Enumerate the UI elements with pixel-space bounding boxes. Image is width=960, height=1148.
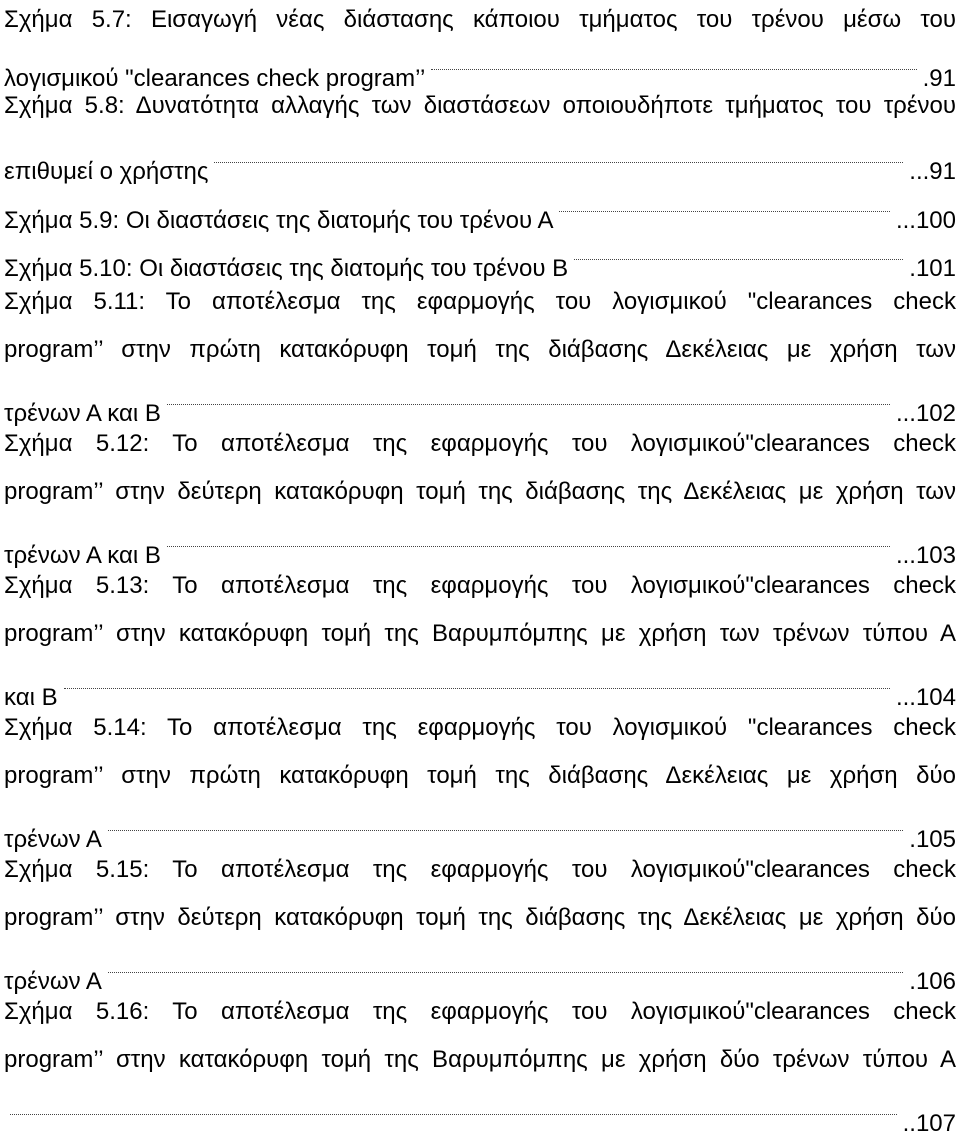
toc-entry-5-12-line-1: Σχήμα 5.12: Το αποτέλεσμα της εφαρμογής του λογισμικού"clearances check	[4, 430, 956, 457]
dot-leader	[64, 657, 890, 705]
toc-entry-5-15-line-3	[4, 941, 956, 995]
toc-entry-5-8-line-2	[4, 131, 956, 185]
toc-entry-text: τρένων Α	[4, 968, 102, 995]
toc-entry-5-13-line-1: Σχήμα 5.13: Το αποτέλεσμα της εφαρμογής του λογισμικού"clearances check	[4, 572, 956, 599]
dot-leader	[559, 180, 889, 228]
toc-entry-5-15-line-1: Σχήμα 5.15: Το αποτέλεσμα της εφαρμογής του λογισμικού"clearances check	[4, 856, 956, 883]
dot-leader	[431, 38, 916, 86]
toc-entry-text: Σχήμα 5.10: Οι διαστάσεις της διατομής του τρένου Β	[4, 255, 569, 282]
toc-entry-5-11-line-3	[4, 373, 956, 427]
toc-page-number: .105	[909, 826, 956, 853]
dot-leader	[108, 799, 903, 847]
toc-entry-5-12-line-3	[4, 515, 956, 569]
toc-entry-text: επιθυμεί ο χρήστης	[4, 158, 209, 185]
toc-entry-5-14-line-1: Σχήμα 5.14: Το αποτέλεσμα της εφαρμογής του λογισμικού "clearances check	[4, 714, 956, 741]
toc-page-number: .101	[909, 255, 956, 282]
toc-page-number: ..107	[902, 1110, 956, 1137]
toc-entry-5-13-line-3	[4, 657, 956, 711]
toc-entry-text: τρένων Α	[4, 826, 102, 853]
toc-entry-text: τρένων Α και Β	[4, 400, 161, 427]
toc-entry-5-12-line-2: program’’ στην δεύτερη κατακόρυφη τομή της διάβασης της Δεκέλειας με χρήση των	[4, 478, 956, 505]
toc-page-number: ...103	[895, 542, 956, 569]
toc-entry-5-7-line-1: Σχήμα 5.7: Εισαγωγή νέας διάστασης κάποιου τμήματος του τρένου μέσω του	[4, 6, 956, 33]
toc-page-number: .106	[909, 968, 956, 995]
toc-page-number: ...100	[895, 207, 956, 234]
toc-entry-text: Σχήμα 5.9: Οι διαστάσεις της διατομής του τρένου Α	[4, 207, 554, 234]
dot-leader	[167, 373, 890, 421]
dot-leader	[167, 515, 890, 563]
toc-page-number: .91	[922, 65, 956, 92]
toc-entry-text: και Β	[4, 684, 58, 711]
toc-page-number: ...104	[895, 684, 956, 711]
toc-entry-text: τρένων Α και Β	[4, 542, 161, 569]
dot-leader	[108, 941, 903, 989]
toc-entry-5-8-line-1: Σχήμα 5.8: Δυνατότητα αλλαγής των διαστάσεων οποιουδήποτε τμήματος του τρένου	[4, 92, 956, 119]
toc-entry-5-16-line-1: Σχήμα 5.16: Το αποτέλεσμα της εφαρμογής του λογισμικού"clearances check	[4, 998, 956, 1025]
toc-page-number: ...91	[909, 158, 956, 185]
toc-entry-5-7-line-2	[4, 38, 956, 92]
toc-entry-5-16-line-2: program’’ στην κατακόρυφη τομή της Βαρυμπόμπης με χρήση δύο τρένων τύπου Α	[4, 1046, 956, 1073]
toc-entry-text: λογισμικού "clearances check program’’	[4, 65, 426, 92]
dot-leader	[10, 1083, 897, 1131]
toc-entry-5-15-line-2: program’’ στην δεύτερη κατακόρυφη τομή της διάβασης της Δεκέλειας με χρήση δύο	[4, 904, 956, 931]
toc-entry-5-14-line-3	[4, 799, 956, 853]
dot-leader	[214, 131, 903, 179]
toc-entry-5-9-line-1	[4, 180, 956, 234]
toc-page-number: ...102	[895, 400, 956, 427]
toc-entry-5-16-line-3	[4, 1083, 956, 1137]
toc-entry-5-10-line-1	[4, 228, 956, 282]
dot-leader	[574, 228, 903, 276]
toc-entry-5-13-line-2: program’’ στην κατακόρυφη τομή της Βαρυμπόμπης με χρήση των τρένων τύπου Α	[4, 620, 956, 647]
toc-entry-5-11-line-1: Σχήμα 5.11: Το αποτέλεσμα της εφαρμογής του λογισμικού "clearances check	[4, 288, 956, 315]
toc-entry-5-14-line-2: program’’ στην πρώτη κατακόρυφη τομή της διάβασης Δεκέλειας με χρήση δύο	[4, 762, 956, 789]
toc-entry-5-11-line-2: program’’ στην πρώτη κατακόρυφη τομή της διάβασης Δεκέλειας με χρήση των	[4, 336, 956, 363]
